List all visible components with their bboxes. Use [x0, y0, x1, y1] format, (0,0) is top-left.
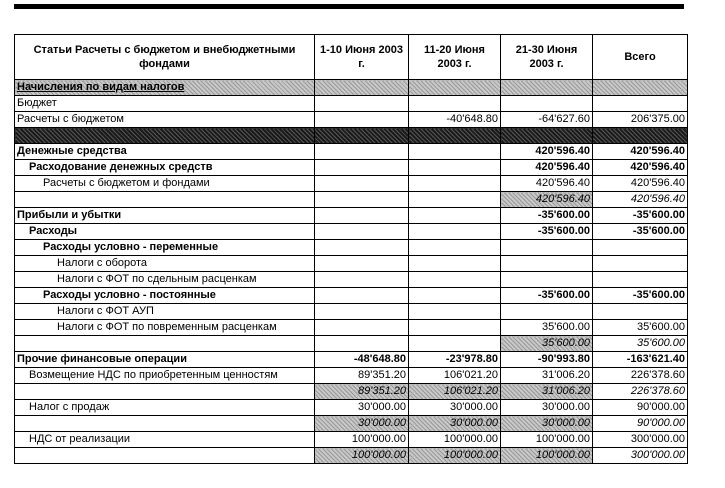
- cell-period-3: [501, 272, 593, 288]
- cell-period-3: -90'993.80: [501, 352, 593, 368]
- cell-period-3: -35'600.00: [501, 288, 593, 304]
- cell-total: [593, 272, 688, 288]
- header-period-2: 11-20 Июня 2003 г.: [409, 35, 501, 80]
- cell-period-1: [315, 320, 409, 336]
- cell-period-3: [501, 128, 593, 144]
- cell-period-2: [409, 224, 501, 240]
- table-row: [15, 352, 688, 368]
- cell-period-3: 100'000.00: [501, 448, 593, 464]
- cell-total: [593, 256, 688, 272]
- cell-period-1: 30'000.00: [315, 400, 409, 416]
- cell-period-1: [315, 128, 409, 144]
- row-label: Налоги с оборота: [15, 256, 315, 272]
- cell-period-3: 35'600.00: [501, 336, 593, 352]
- row-label: [15, 384, 315, 400]
- row-label: Прочие финансовые операции: [15, 352, 315, 368]
- cell-period-3: -35'600.00: [501, 208, 593, 224]
- cell-total: 420'596.40: [593, 176, 688, 192]
- cell-period-1: [315, 192, 409, 208]
- table-row: [15, 272, 688, 288]
- cell-period-3: -64'627.60: [501, 112, 593, 128]
- cell-period-3: 30'000.00: [501, 400, 593, 416]
- cell-period-1: [315, 112, 409, 128]
- cell-period-2: [409, 128, 501, 144]
- report-table: [14, 34, 688, 464]
- cell-total: [593, 96, 688, 112]
- cell-period-1: [315, 160, 409, 176]
- table-row: [15, 240, 688, 256]
- header-total: Всего: [593, 35, 688, 80]
- cell-period-3: 100'000.00: [501, 432, 593, 448]
- row-label: Денежные средства: [15, 144, 315, 160]
- cell-period-1: [315, 96, 409, 112]
- cell-period-2: -40'648.80: [409, 112, 501, 128]
- row-label: Прибыли и убытки: [15, 208, 315, 224]
- cell-period-2: [409, 336, 501, 352]
- cell-period-2: 100'000.00: [409, 432, 501, 448]
- cell-period-1: [315, 224, 409, 240]
- row-label: Начисления по видам налогов: [15, 80, 315, 96]
- row-label: Расходы условно - постоянные: [15, 288, 315, 304]
- cell-period-1: [315, 336, 409, 352]
- cell-period-2: [409, 144, 501, 160]
- table-row: [15, 176, 688, 192]
- cell-total: 300'000.00: [593, 432, 688, 448]
- row-label: [15, 128, 315, 144]
- cell-period-2: [409, 288, 501, 304]
- cell-period-2: [409, 176, 501, 192]
- row-label: Расходование денежных средств: [15, 160, 315, 176]
- cell-period-1: [315, 256, 409, 272]
- cell-period-1: [315, 208, 409, 224]
- table-row: [15, 304, 688, 320]
- cell-period-2: -23'978.80: [409, 352, 501, 368]
- table-row: [15, 448, 688, 464]
- table-row: [15, 192, 688, 208]
- cell-period-2: [409, 160, 501, 176]
- cell-period-1: 89'351.20: [315, 384, 409, 400]
- cell-period-2: 30'000.00: [409, 400, 501, 416]
- cell-total: 420'596.40: [593, 144, 688, 160]
- table-row: [15, 80, 688, 96]
- cell-period-1: [315, 144, 409, 160]
- header-period-1: 1-10 Июня 2003 г.: [315, 35, 409, 80]
- cell-period-3: 31'006.20: [501, 368, 593, 384]
- cell-total: 420'596.40: [593, 160, 688, 176]
- cell-period-3: [501, 304, 593, 320]
- row-label: Возмещение НДС по приобретенным ценностям: [15, 368, 315, 384]
- cell-period-1: 30'000.00: [315, 416, 409, 432]
- cell-total: [593, 240, 688, 256]
- cell-period-3: [501, 80, 593, 96]
- table-row: [15, 256, 688, 272]
- top-rule: [14, 4, 684, 9]
- cell-period-2: 100'000.00: [409, 448, 501, 464]
- cell-total: 226'378.60: [593, 384, 688, 400]
- cell-period-1: [315, 240, 409, 256]
- table-row: [15, 208, 688, 224]
- cell-total: [593, 80, 688, 96]
- cell-period-1: [315, 304, 409, 320]
- cell-period-2: [409, 208, 501, 224]
- cell-total: -163'621.40: [593, 352, 688, 368]
- cell-period-2: [409, 192, 501, 208]
- cell-period-2: 30'000.00: [409, 416, 501, 432]
- cell-period-2: [409, 240, 501, 256]
- table-row: [15, 336, 688, 352]
- cell-period-3: 420'596.40: [501, 144, 593, 160]
- cell-period-1: -48'648.80: [315, 352, 409, 368]
- table-row: [15, 400, 688, 416]
- cell-period-1: 89'351.20: [315, 368, 409, 384]
- cell-period-2: [409, 320, 501, 336]
- cell-total: 90'000.00: [593, 416, 688, 432]
- cell-total: 300'000.00: [593, 448, 688, 464]
- row-label: Налоги с ФОТ по повременным расценкам: [15, 320, 315, 336]
- cell-period-3: 31'006.20: [501, 384, 593, 400]
- report-body: [15, 80, 688, 464]
- cell-period-2: 106'021.20: [409, 368, 501, 384]
- header-period-3: 21-30 Июня 2003 г.: [501, 35, 593, 80]
- cell-period-1: [315, 272, 409, 288]
- table-row: [15, 288, 688, 304]
- table-row: [15, 96, 688, 112]
- table-row: [15, 128, 688, 144]
- row-label: [15, 448, 315, 464]
- cell-period-3: 30'000.00: [501, 416, 593, 432]
- cell-total: [593, 304, 688, 320]
- row-label: Расходы: [15, 224, 315, 240]
- cell-period-3: 420'596.40: [501, 192, 593, 208]
- cell-period-1: [315, 288, 409, 304]
- cell-total: 35'600.00: [593, 336, 688, 352]
- cell-period-1: 100'000.00: [315, 432, 409, 448]
- table-row: [15, 320, 688, 336]
- cell-total: -35'600.00: [593, 288, 688, 304]
- table-row: [15, 112, 688, 128]
- cell-total: -35'600.00: [593, 208, 688, 224]
- cell-period-3: 35'600.00: [501, 320, 593, 336]
- row-label: [15, 192, 315, 208]
- cell-total: 90'000.00: [593, 400, 688, 416]
- cell-period-3: 420'596.40: [501, 176, 593, 192]
- row-label: Расходы условно - переменные: [15, 240, 315, 256]
- row-label: Расчеты с бюджетом и фондами: [15, 176, 315, 192]
- header-row: [15, 35, 688, 80]
- cell-period-2: [409, 80, 501, 96]
- cell-total: [593, 128, 688, 144]
- cell-total: 420'596.40: [593, 192, 688, 208]
- cell-period-3: [501, 96, 593, 112]
- cell-period-2: [409, 256, 501, 272]
- table-row: [15, 144, 688, 160]
- cell-period-3: 420'596.40: [501, 160, 593, 176]
- table-row: [15, 432, 688, 448]
- row-label: Налог с продаж: [15, 400, 315, 416]
- table-row: [15, 416, 688, 432]
- table-row: [15, 160, 688, 176]
- cell-total: 206'375.00: [593, 112, 688, 128]
- cell-period-3: [501, 240, 593, 256]
- row-label: Налоги с ФОТ АУП: [15, 304, 315, 320]
- row-label: Бюджет: [15, 96, 315, 112]
- row-label: Расчеты с бюджетом: [15, 112, 315, 128]
- cell-total: 226'378.60: [593, 368, 688, 384]
- cell-period-1: [315, 176, 409, 192]
- cell-period-1: [315, 80, 409, 96]
- table-row: [15, 368, 688, 384]
- row-label: Налоги с ФОТ по сдельным расценкам: [15, 272, 315, 288]
- cell-period-2: [409, 272, 501, 288]
- cell-period-2: [409, 304, 501, 320]
- cell-period-3: [501, 256, 593, 272]
- cell-period-2: 106'021.20: [409, 384, 501, 400]
- cell-period-2: [409, 96, 501, 112]
- row-label: НДС от реализации: [15, 432, 315, 448]
- row-label: [15, 336, 315, 352]
- cell-period-1: 100'000.00: [315, 448, 409, 464]
- header-article: Статьи Расчеты с бюджетом и внебюджетными фондами: [15, 35, 315, 80]
- table-row: [15, 384, 688, 400]
- cell-total: 35'600.00: [593, 320, 688, 336]
- row-label: [15, 416, 315, 432]
- table-row: [15, 224, 688, 240]
- cell-period-3: -35'600.00: [501, 224, 593, 240]
- cell-total: -35'600.00: [593, 224, 688, 240]
